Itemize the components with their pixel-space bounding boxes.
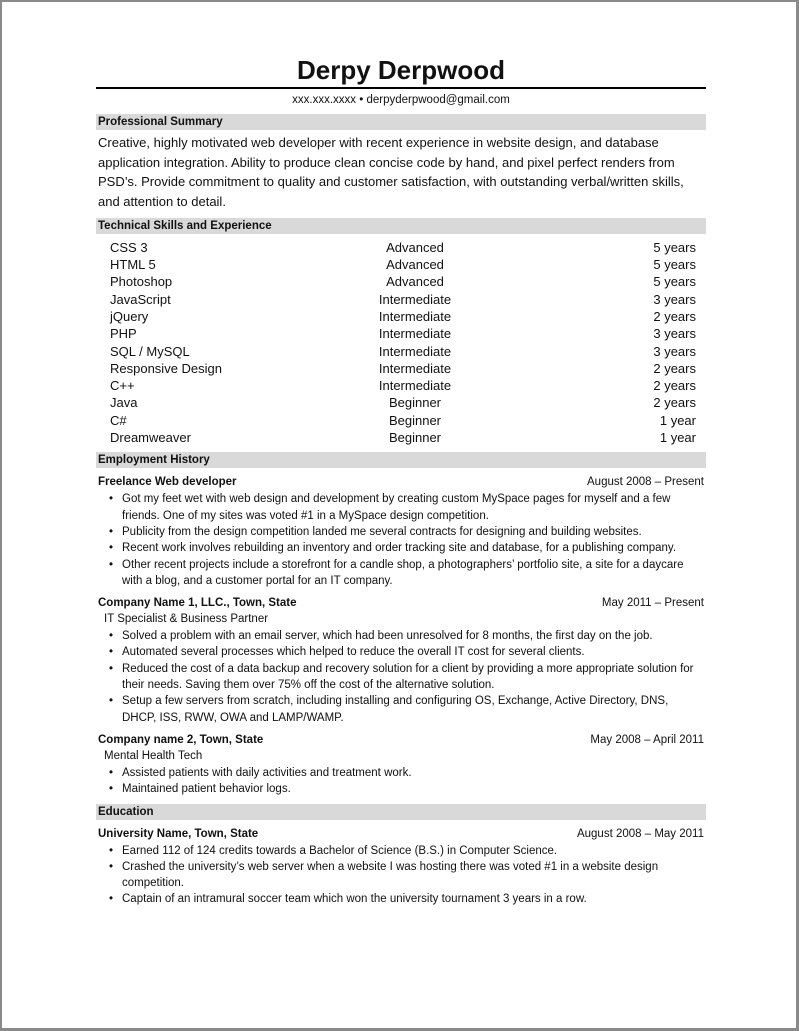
skill-name: JavaScript [110,291,171,307]
skill-level: Intermediate [378,378,452,394]
skill-name: C# [110,412,127,428]
bullet-item: • Other recent projects include a storefront for a candle shop, a photographers’ portfolio site, a site for a daycare with a blog, and a customer portal for an IT company. [122,557,706,590]
skill-row [96,429,706,446]
skill-level: Intermediate [378,343,452,359]
skill-years: 2 years [653,309,696,324]
job-header [96,732,706,748]
section-header-summary: Professional Summary [96,114,706,130]
education-bullets [96,843,706,908]
skill-row [96,256,706,273]
bullet-item: • Setup a few servers from scratch, including installing and configuring OS, Exchange, Active Directory, DNS, DHCP, ISS, RWW, OWA and LAMP/WAMP. [122,693,706,726]
education-dates: August 2008 – May 2011 [576,827,704,840]
bullet-item: • Solved a problem with an email server, which had been unresolved for 8 months, the first day on the job. [122,628,706,644]
bullet-item: • Automated several processes which helped to reduce the overall IT cost for several clients. [122,644,706,660]
job-role: Mental Health Tech [104,749,203,762]
section-header-skills: Technical Skills and Experience [96,218,706,234]
skill-name: jQuery [110,309,149,324]
skills-table [96,239,706,447]
skill-years: 1 year [659,430,696,446]
job-title: Company Name 1, LLC., Town, State [98,597,297,610]
bullet-item: • Publicity from the design competition landed me several contracts for designing and building websites. [122,524,706,540]
school-name: University Name, Town, State [98,827,259,840]
job-entry [96,732,706,798]
skill-row [96,291,706,308]
skill-level: Intermediate [378,291,452,307]
skill-name: SQL / MySQL [110,343,190,359]
skill-row [96,360,706,377]
skill-row [96,325,706,342]
skill-years: 3 years [653,343,696,359]
job-header [96,474,706,490]
job-dates: August 2008 – Present [587,476,704,489]
bullet-item: • Reduced the cost of a data backup and recovery solution for a client by providing a more appropriate solution for their needs. Saving them over 75% off the cost of the alternative solution. [122,661,706,694]
skill-level: Beginner [388,412,442,428]
education-entry [96,826,706,908]
skill-name: Responsive Design [110,360,223,376]
skill-years: 2 years [653,378,696,394]
skill-level: Intermediate [378,360,452,376]
bullet-item: • Recent work involves rebuilding an inventory and order tracking site and database, for a publishing company. [122,540,706,556]
skill-level: Beginner [388,395,442,411]
job-title: Freelance Web developer [98,476,237,489]
resume-name: Derpy Derpwood [96,54,706,89]
skill-years: 5 years [653,239,696,255]
skill-level: Beginner [388,430,442,446]
bullet-item: • Got my feet wet with web design and development by creating custom MySpace pages for myself and a few friends. One of my sites was voted #1 in a MySpace design competition. [122,491,706,524]
skill-row [96,377,706,394]
job-header [96,595,706,611]
job-bullets [96,491,706,589]
skill-years: 2 years [653,360,696,376]
skill-name: CSS 3 [110,239,148,255]
education-header [96,826,706,842]
skill-level: Intermediate [378,326,452,342]
skill-name: Dreamweaver [110,430,191,446]
job-dates: May 2011 – Present [601,597,704,610]
bullet-item: • Captain of an intramural soccer team which won the university tournament 3 years in a row. [122,891,706,907]
skill-name: C++ [110,378,135,394]
job-dates: May 2008 – April 2011 [590,733,704,746]
skill-years: 3 years [653,291,696,307]
bullet-item: • Assisted patients with daily activities and treatment work. [122,765,706,781]
skill-level: Intermediate [378,309,452,324]
skill-level: Advanced [386,257,444,273]
skill-years: 5 years [653,257,696,273]
skill-row [96,412,706,429]
skill-name: PHP [110,326,137,342]
job-bullets [96,628,706,726]
skill-level: Advanced [386,274,444,290]
skill-row [96,239,706,256]
bullet-item: • Earned 112 of 124 credits towards a Bachelor of Science (B.S.) in Computer Science. [122,843,706,859]
skill-name: Java [110,395,138,411]
employment-list [96,474,706,797]
skill-row [96,308,706,325]
section-header-employment: Employment History [96,452,706,468]
skill-row [96,273,706,290]
summary-text: Creative, highly motivated web developer with recent experience in website design, and database application integration. Ability to produce clean concise code by hand, and pixel perfect renders from PSD’s. Provide commitment to quality and customer satisfaction, with outstanding verbal/written skills, and attention to detail. [98,135,684,210]
job-entry [96,595,706,726]
bullet-item: • Maintained patient behavior logs. [122,781,706,797]
job-entry [96,474,706,589]
job-bullets [96,765,706,798]
skill-years: 1 year [659,412,696,428]
skill-years: 3 years [653,326,696,342]
job-title: Company name 2, Town, State [98,733,264,746]
skill-row [96,343,706,360]
job-role: IT Specialist & Business Partner [104,613,269,626]
skill-level: Advanced [386,239,444,255]
skill-name: Photoshop [110,274,173,290]
skill-name: HTML 5 [110,257,156,273]
resume-content [96,54,706,908]
skill-years: 5 years [653,274,696,290]
section-header-education: Education [96,804,706,820]
contact-line: xxx.xxx.xxxx • derpyderpwood@gmail.com [292,94,510,106]
bullet-item: • Crashed the university’s web server when a website I was hosting there was voted #1 in a website design competition. [122,859,706,892]
skill-row [96,394,706,411]
skill-years: 2 years [653,395,696,411]
